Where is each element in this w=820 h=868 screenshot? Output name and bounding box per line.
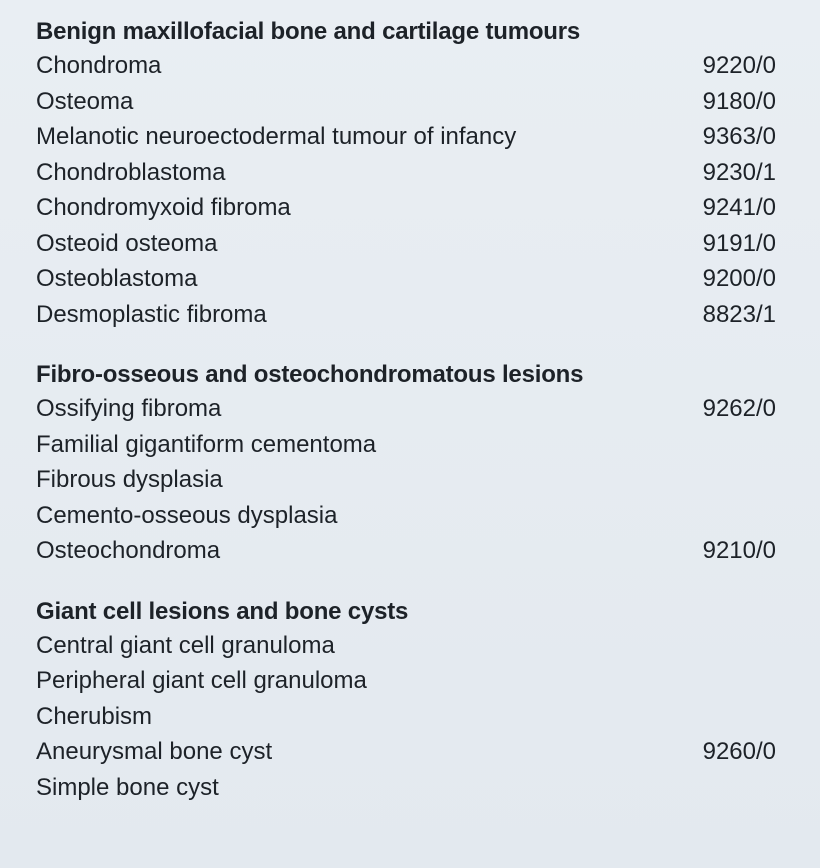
list-item — [36, 699, 776, 735]
list-item — [36, 663, 776, 699]
entity-name: Ossifying fibroma — [36, 395, 222, 422]
entity-name: Chondroblastoma — [36, 158, 226, 186]
entity-name: Fibrous dysplasia — [36, 466, 223, 493]
icd-o-code: 9191/0 — [702, 229, 776, 257]
entity-name: Chondromyxoid fibroma — [36, 194, 291, 221]
list-item — [36, 226, 776, 262]
entity-name: Cherubism — [36, 702, 153, 730]
icd-o-code: 8823/1 — [702, 300, 776, 328]
entity-name: Central giant cell granuloma — [36, 631, 335, 659]
icd-o-code: 9241/0 — [702, 194, 776, 221]
list-item — [36, 261, 776, 297]
entity-name: Simple bone cyst — [36, 773, 219, 801]
lesion-list — [36, 391, 776, 569]
list-item — [36, 155, 776, 191]
icd-o-code: 9220/0 — [702, 52, 776, 79]
entity-name: Osteoma — [36, 87, 134, 115]
entity-name: Osteoid osteoma — [36, 229, 218, 257]
entity-name: Chondroma — [36, 52, 162, 79]
list-item — [36, 734, 776, 770]
icd-o-code: 9230/1 — [702, 158, 776, 186]
entity-name: Familial gigantiform cementoma — [36, 430, 377, 458]
section-fibro-osseous-lesions — [36, 359, 776, 569]
list-item — [36, 48, 776, 84]
icd-o-code: 9210/0 — [702, 537, 776, 564]
section-heading: Benign maxillofacial bone and cartilage tumours — [36, 18, 581, 45]
list-item — [36, 84, 776, 120]
lesion-list — [36, 628, 776, 806]
list-item — [36, 427, 776, 463]
icd-o-code: 9260/0 — [702, 738, 776, 765]
list-item — [36, 190, 776, 226]
icd-o-code: 9180/0 — [702, 87, 776, 115]
list-item — [36, 770, 776, 806]
section-benign-bone-cartilage-tumours — [36, 16, 776, 332]
entity-name: Peripheral giant cell granuloma — [36, 667, 367, 694]
section-heading: Giant cell lesions and bone cysts — [36, 597, 409, 625]
icd-o-code: 9200/0 — [702, 265, 776, 292]
icd-o-code: 9363/0 — [702, 123, 776, 150]
section-heading: Fibro-osseous and osteochondromatous lesions — [36, 361, 584, 388]
list-item — [36, 391, 776, 427]
entity-name: Cemento-osseous dysplasia — [36, 501, 338, 529]
section-giant-cell-lesions-bone-cysts — [36, 596, 776, 806]
list-item — [36, 462, 776, 498]
icd-o-code: 9262/0 — [702, 395, 776, 422]
list-item — [36, 628, 776, 664]
tumour-list — [36, 48, 776, 332]
list-item — [36, 119, 776, 155]
list-item — [36, 498, 776, 534]
entity-name: Osteoblastoma — [36, 265, 198, 292]
list-item — [36, 297, 776, 333]
entity-name: Aneurysmal bone cyst — [36, 738, 273, 765]
entity-name: Melanotic neuroectodermal tumour of infancy — [36, 123, 517, 150]
entity-name: Osteochondroma — [36, 537, 221, 564]
list-item — [36, 533, 776, 569]
entity-name: Desmoplastic fibroma — [36, 300, 267, 328]
